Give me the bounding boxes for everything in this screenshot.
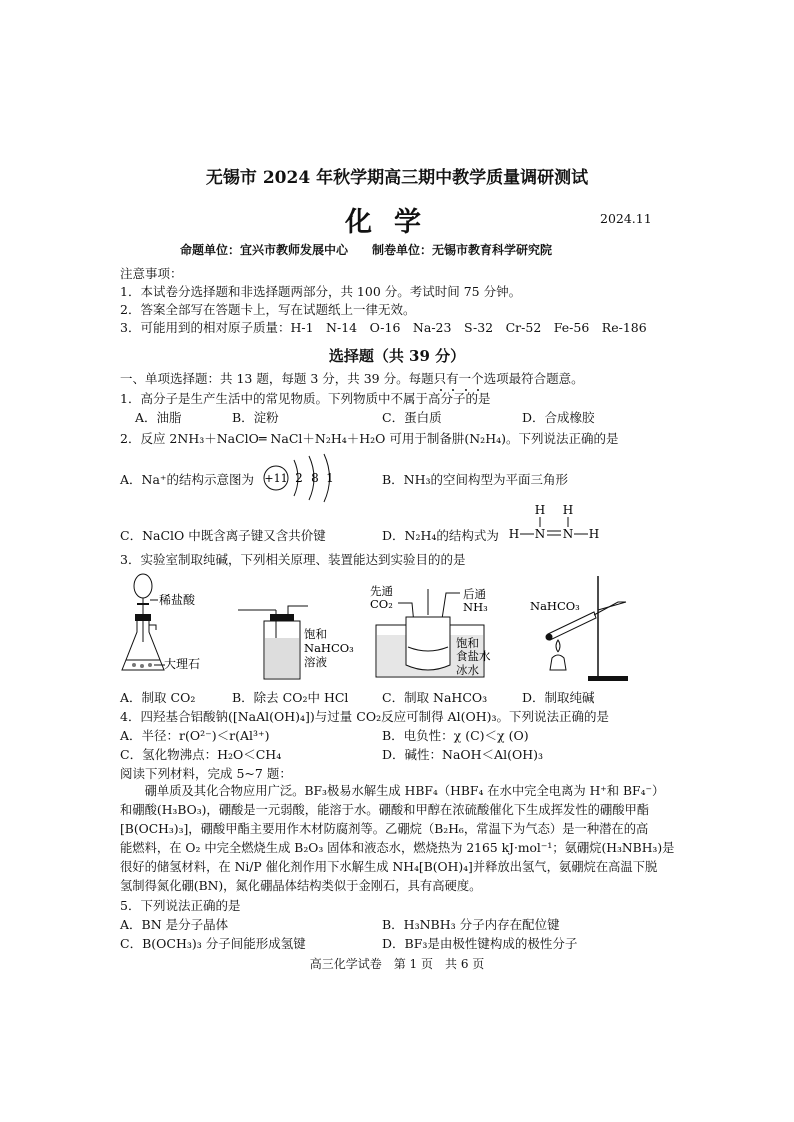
q4-option-c: C．氢化物沸点：H₂O＜CH₄ [120, 747, 282, 762]
reading-intro: 阅读下列材料，完成 5~7 题： [120, 766, 292, 781]
apparatus-d-heating-bicarbonate [528, 572, 648, 687]
label-brine: 食盐水 [456, 649, 491, 663]
shell-electrons-2: 8 [311, 471, 319, 485]
alcohol-lamp [550, 655, 566, 670]
q5-stem: 5．下列说法正确的是 [120, 898, 241, 913]
label-nahco3: NaHCO₃ [304, 641, 354, 655]
atom-h-left: H [508, 527, 520, 541]
emphasis-char: 只 [433, 371, 447, 386]
delivery-tube [594, 602, 626, 615]
label-first-pass: 先通 [370, 584, 393, 598]
q1-option-a: A．油脂 [135, 410, 182, 425]
q1-option-d: D．合成橡胶 [522, 410, 595, 425]
label-marble: 大理石 [164, 657, 201, 671]
exam-date: 2024.11 [600, 211, 652, 226]
q5-option-d: D．BF₃是由极性键构成的极性分子 [382, 936, 578, 951]
q3-option-a: A．制取 CO₂ [120, 690, 196, 705]
flame-icon [556, 640, 560, 652]
marble-chip-3 [148, 663, 152, 667]
dropping-funnel [134, 574, 152, 598]
label-dilute-hcl: 稀盐酸 [159, 593, 196, 607]
atom-h-right: H [588, 527, 600, 541]
reading-line-2: 和硼酸(H₃BO₃)，硼酸是一元弱酸，能溶于水。硼酸和甲醇在浓硫酸催化下生成挥发性的硼酸甲酯 [120, 803, 650, 817]
emphasis-char: 个 [471, 371, 484, 386]
side-tube [149, 625, 156, 630]
reading-line-1: 硼单质及其化合物应用广泛。BF₃极易水解生成 HBF₄（HBF₄ 在水中完全电离为 H⁺和 BF₄⁻） [120, 784, 665, 798]
q4-option-b: B．电负性：χ (C)＜χ (O) [382, 728, 529, 743]
marble-chip-2 [140, 664, 144, 668]
n2h4-structural-formula [510, 500, 600, 544]
clamp-arm [598, 602, 626, 610]
instruction-part-a: 一、单项选择题：共 13 题，每题 3 分，共 39 分。每题 [120, 371, 434, 386]
retort-stand-base [588, 676, 628, 681]
label-nh3: NH₃ [463, 600, 488, 614]
reading-line-6: 氢制得氮化硼(BN)，氮化硼晶体结构类似于金刚石，具有高硬度。 [120, 879, 482, 893]
q2-option-d: D．N₂H₄的结构式为 [382, 528, 499, 543]
subject-title: 化学 [345, 207, 443, 238]
label-solution: 溶液 [304, 655, 327, 669]
notes-heading: 注意事项： [120, 266, 183, 281]
bottle-stopper [270, 614, 294, 621]
note-item-3: 3．可能用到的相对原子质量：H-1 N-14 O-16 Na-23 S-32 Cr-52 Fe-56 Re-186 [120, 320, 647, 335]
q1-stem: 1．高分子是生产生活中的常见物质。下列物质中不属于高分子的是 [120, 391, 491, 406]
label-ice-water: 冰水 [456, 663, 479, 677]
note-item-1: 1．本试卷分选择题和非选择题两部分，共 100 分。考试时间 75 分钟。 [120, 284, 522, 299]
bicarbonate-solution [265, 638, 299, 678]
issuing-units: 命题单位：宜兴市教师发展中心 制卷单位：无锡市教育科学研究院 [180, 243, 553, 257]
q3-option-b: B．除去 CO₂中 HCl [232, 690, 349, 705]
marble-chip-1 [132, 663, 136, 667]
emphasis-char: 一 [458, 371, 472, 386]
shell-electrons-3: 1 [326, 471, 334, 485]
stopper [135, 614, 151, 621]
label-saturated-2: 饱和 [456, 636, 479, 650]
nucleus-charge: +11 [264, 472, 288, 485]
exam-title: 无锡市 2024 年秋学期高三期中教学质量调研测试 [205, 168, 589, 188]
q4-stem: 4．四羟基合铝酸钠([NaAl(OH)₄])与过量 CO₂反应可制得 Al(OH)₃。下列说法正确的是 [120, 709, 609, 724]
q5-option-b: B．H₃NBH₃ 分子内存在配位键 [382, 917, 560, 932]
q5-option-c: C．B(OCH₃)₃ 分子间能形成氢键 [120, 936, 306, 951]
atom-n-right: N [562, 527, 574, 541]
instruction-part-b: 选项最符合题意。 [483, 371, 584, 386]
q2-option-a: A．Na⁺的结构示意图为 [120, 472, 255, 487]
q2-stem: 2．反应 2NH₃＋NaClO═ NaCl＋N₂H₄＋H₂O 可用于制备肼(N₂H₄)。下列说法正确的是 [120, 431, 619, 446]
atom-h-top-left: H [534, 503, 546, 517]
label-saturated-1: 饱和 [304, 627, 327, 641]
test-tube [548, 612, 596, 640]
instruction-emphasis [434, 371, 484, 386]
bicarbonate-solid [546, 634, 553, 641]
apparatus-b-gas-washing-bottle [236, 590, 366, 685]
atom-h-top-right: H [562, 503, 574, 517]
label-co2: CO₂ [370, 597, 393, 611]
three-neck-flask [406, 617, 450, 670]
section-instruction [120, 369, 584, 387]
q1-option-c: C．蛋白质 [382, 410, 442, 425]
apparatus-a-co2-generator [110, 570, 230, 685]
reading-line-4: 能燃料，在 O₂ 中完全燃烧生成 B₂O₃ 固体和液态水，燃烧热为 2165 kJ·mol⁻¹；氨硼烷(H₃NBH₃)是 [120, 841, 675, 855]
note-item-2: 2．答案全部写在答题卡上，写在试题纸上一律无效。 [120, 302, 416, 317]
q1-option-b: B．淀粉 [232, 410, 279, 425]
apparatus-c-nahco3-preparation [368, 575, 513, 687]
shell-electrons-1: 2 [295, 471, 303, 485]
emphasis-char: 有 [446, 371, 459, 386]
q3-option-d: D．制取纯碱 [522, 690, 595, 705]
page-footer: 高三化学试卷 第 1 页 共 6 页 [309, 957, 485, 971]
q4-option-d: D．碱性：NaOH＜Al(OH)₃ [382, 747, 543, 762]
q3-stem: 3．实验室制取纯碱，下列相关原理、装置能达到实验目的的是 [120, 552, 466, 567]
label-then-pass: 后通 [463, 587, 486, 601]
q2-option-c: C．NaClO 中既含离子键又含共价键 [120, 528, 326, 543]
label-nahco3-2: NaHCO₃ [530, 599, 580, 613]
na-ion-structure-diagram [262, 450, 342, 506]
q4-option-a: A．半径：r(O²⁻)＜r(Al³⁺) [120, 728, 270, 743]
reading-line-3: [B(OCH₃)₃]，硼酸甲酯主要用作木材防腐剂等。乙硼烷（B₂H₆，常温下为气态）是一种潜在的高 [120, 822, 649, 836]
q5-option-a: A．BN 是分子晶体 [120, 917, 229, 932]
atom-n-left: N [534, 527, 546, 541]
q3-option-c: C．制取 NaHCO₃ [382, 690, 488, 705]
q2-option-b: B．NH₃的空间构型为平面三角形 [382, 472, 569, 487]
reading-line-5: 很好的储氢材料，在 Ni/P 催化剂作用下水解生成 NH₄[B(OH)₄]并释放出氢气，氨硼烷在高温下脱 [120, 860, 658, 874]
section-title: 选择题（共 39 分） [328, 347, 466, 365]
